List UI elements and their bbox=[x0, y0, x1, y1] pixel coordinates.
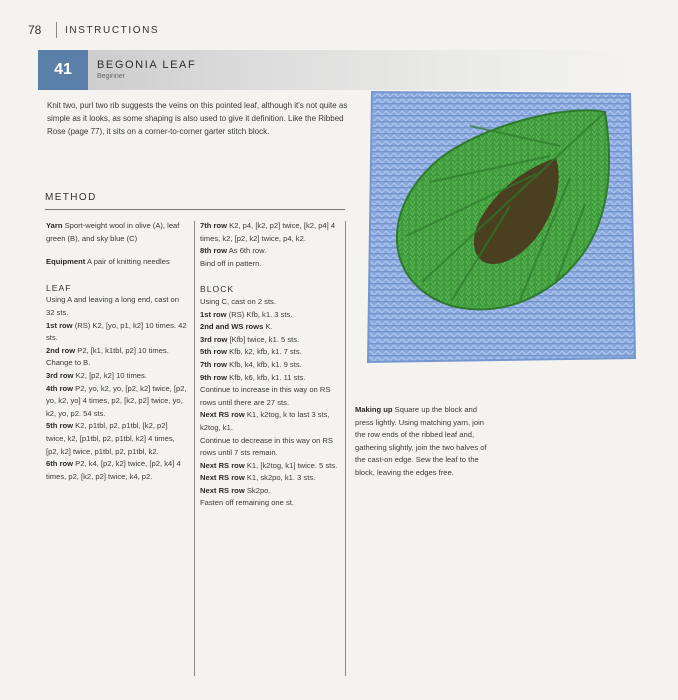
continue-decrease: Continue to decrease in this way on RS rows until 7 sts remain. bbox=[200, 435, 333, 458]
row-8: 8th row As 6th row. bbox=[200, 246, 267, 256]
page-number: 78 bbox=[28, 23, 42, 37]
next-rs-row-1: Next RS row K1, k2tog, k to last 3 sts, k2tog, k1. bbox=[200, 410, 330, 432]
column-2 bbox=[200, 220, 340, 510]
header-divider bbox=[56, 22, 57, 38]
making-up: Making up Square up the block and press lightly. Using matching yarn, join the row ends of the ribbed leaf and, gathering slightly, join the two halves of the cast-on edge. Sew the leaf to the block, leaving the edges free. bbox=[355, 405, 487, 477]
leaf-cast-on: Using A and leaving a long end, cast on 32 sts. bbox=[46, 295, 179, 317]
column-divider bbox=[194, 221, 195, 676]
change-color: Change to B. bbox=[46, 358, 91, 368]
pattern-title: BEGONIA LEAF bbox=[97, 59, 197, 71]
fasten-off: Fasten off remaining one st. bbox=[200, 498, 294, 508]
intro-text: Knit two, purl two rib suggests the veins on this pointed leaf, although it's not quite as simple as it looks, as some shaping is also used to give it definition. Like the Ribbed Rose (page 77), it sits on a corner-to-corner garter stitch block. bbox=[47, 101, 348, 136]
row-5: 5th row K2, p1tbl, p2, p1tbl, [k2, p2] twice, k2, [p1tbl, p2, p1tbl, k2] 4 times, [p2, k2] twice, p1tbl, p2, p1tbl, k2. bbox=[46, 421, 175, 456]
block-row-1: 1st row (RS) Kfb, k1. 3 sts. bbox=[200, 309, 293, 319]
yarn-line: Yarn Sport-weight wool in olive (A), leaf green (B), and sky blue (C) bbox=[46, 221, 180, 243]
row-1: 1st row (RS) K2, [yo, p1, k2] 10 times. 42 sts. bbox=[46, 320, 187, 343]
column-3 bbox=[355, 404, 487, 480]
pattern-number: 41 bbox=[38, 50, 88, 90]
continue-increase: Continue to increase in this way on RS rows until there are 27 sts. bbox=[200, 385, 331, 407]
block-row-5: 5th row Kfb, k2, kfb, k1. 7 sts. bbox=[200, 347, 302, 357]
leaf-heading: LEAF bbox=[46, 282, 72, 293]
block-heading: BLOCK bbox=[200, 284, 235, 295]
page-header bbox=[28, 20, 159, 40]
row-4: 4th row P2, yo, k2, yo, [p2, k2] twice, [p2, yo, k2, yo] 4 times, p2, [k2, p2] twice, yo, k2, yo, p2. 54 sts. bbox=[46, 383, 187, 418]
block-row-3: 3rd row [Kfb] twice, k1. 5 sts. bbox=[200, 334, 300, 344]
block-cast-on: Using C, cast on 2 sts. bbox=[200, 296, 276, 306]
row-3: 3rd row K2, [p2, k2] 10 times. bbox=[46, 370, 147, 380]
next-rs-row-4: Next RS row Sk2po. bbox=[200, 485, 271, 495]
skill-level: Beginner bbox=[97, 73, 126, 80]
method-heading: METHOD bbox=[45, 192, 97, 203]
block-row-9: 9th row Kfb, k6, kfb, k1. 11 sts. bbox=[200, 372, 306, 382]
next-rs-row-2: Next RS row K1, [k2tog, k1] twice. 5 sts. bbox=[200, 460, 338, 470]
row-7: 7th row K2, p4, [k2, p2] twice, [k2, p4] 4 times, k2, [p2, k2] twice, p4, k2. bbox=[200, 221, 336, 243]
knitted-leaf-photo bbox=[360, 86, 638, 368]
block-row-7: 7th row Kfb, k4, kfb, k1. 9 sts. bbox=[200, 359, 302, 369]
block-row-2: 2nd and WS rows K. bbox=[200, 322, 273, 332]
row-2: 2nd row P2, [k1, k1tbl, p2] 10 times. bbox=[46, 345, 169, 355]
bind-off: Bind off in pattern. bbox=[200, 258, 262, 268]
equipment-line: Equipment A pair of knitting needles bbox=[46, 257, 170, 267]
next-rs-row-3: Next RS row K1, sk2po, k1. 3 sts. bbox=[200, 473, 316, 483]
row-6: 6th row P2, k4, [p2, k2] twice, [p2, k4] 4 times, p2, [k2, p2] twice, k4, p2. bbox=[46, 459, 181, 481]
column-1 bbox=[46, 220, 188, 483]
method-divider bbox=[45, 209, 345, 210]
section-title: INSTRUCTIONS bbox=[65, 24, 160, 36]
column-divider bbox=[345, 221, 346, 676]
